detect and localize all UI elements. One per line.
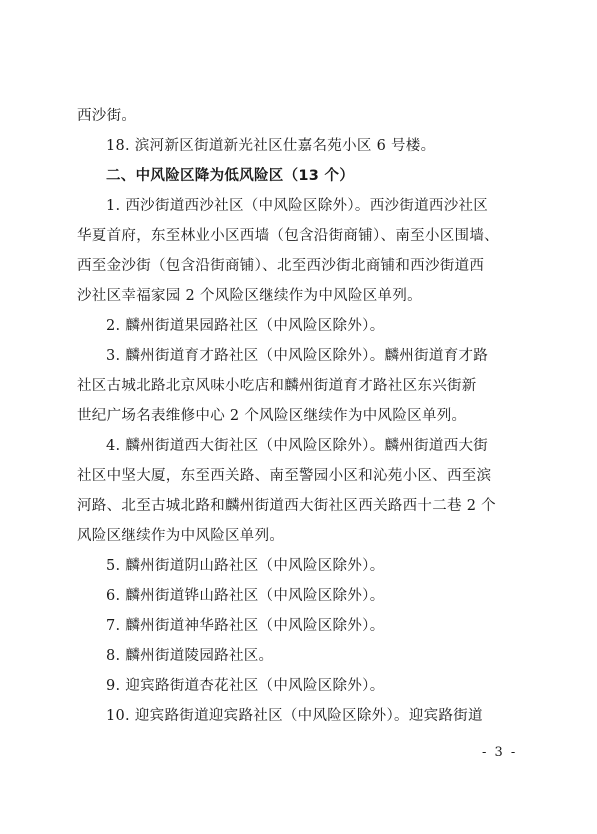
text-line: 社区古城北路北京风味小吃店和麟州街道育才路社区东兴街新 xyxy=(77,378,477,394)
text-line: 世纪广场名表维修中心 2 个风险区继续作为中风险区单列。 xyxy=(77,408,467,424)
text-line: 7. 麟州街道神华路社区（中风险区除外）。 xyxy=(106,618,385,634)
text-line: 5. 麟州街道阴山路社区（中风险区除外）。 xyxy=(106,558,385,574)
text-line: 3. 麟州街道育才路社区（中风险区除外）。麟州街道育才路 xyxy=(106,348,489,364)
text-line: 华夏首府，东至林业小区西墙（包含沿街商铺）、南至小区围墙、 xyxy=(77,228,499,244)
text-line: 4. 麟州街道西大街社区（中风险区除外）。麟州街道西大街 xyxy=(106,438,489,454)
text-line: 河路、北至古城北路和麟州街道西大街社区西关路西十二巷 2 个 xyxy=(77,498,496,514)
text-line: 风险区继续作为中风险区单列。 xyxy=(77,528,285,544)
text-line: 6. 麟州街道铧山路社区（中风险区除外）。 xyxy=(106,588,385,604)
section-heading: 二、中风险区降为低风险区（13 个） xyxy=(106,168,355,184)
document-body xyxy=(77,101,524,731)
text-line: 10. 迎宾路街道迎宾路社区（中风险区除外）。迎宾路街道 xyxy=(106,708,483,724)
text-line: 沙社区幸福家园 2 个风险区继续作为中风险区单列。 xyxy=(77,288,422,304)
text-line: 8. 麟州街道陵园路社区。 xyxy=(106,648,274,664)
text-line: 2. 麟州街道果园路社区（中风险区除外）。 xyxy=(106,318,385,334)
text-line: 社区中坚大厦，东至西关路、南至警园小区和沁苑小区、西至滨 xyxy=(77,468,492,484)
text-line: 9. 迎宾路街道杏花社区（中风险区除外）。 xyxy=(106,678,385,694)
text-line: 西沙街。 xyxy=(77,108,137,124)
page-number: - 3 - xyxy=(482,745,518,760)
text-line: 18. 滨河新区街道新光社区仕嘉名苑小区 6 号楼。 xyxy=(106,138,436,154)
text-line: 西至金沙街（包含沿街商铺）、北至西沙街北商铺和西沙街道西 xyxy=(77,258,485,274)
text-line: 1. 西沙街道西沙社区（中风险区除外）。西沙街道西沙社区 xyxy=(106,198,489,214)
